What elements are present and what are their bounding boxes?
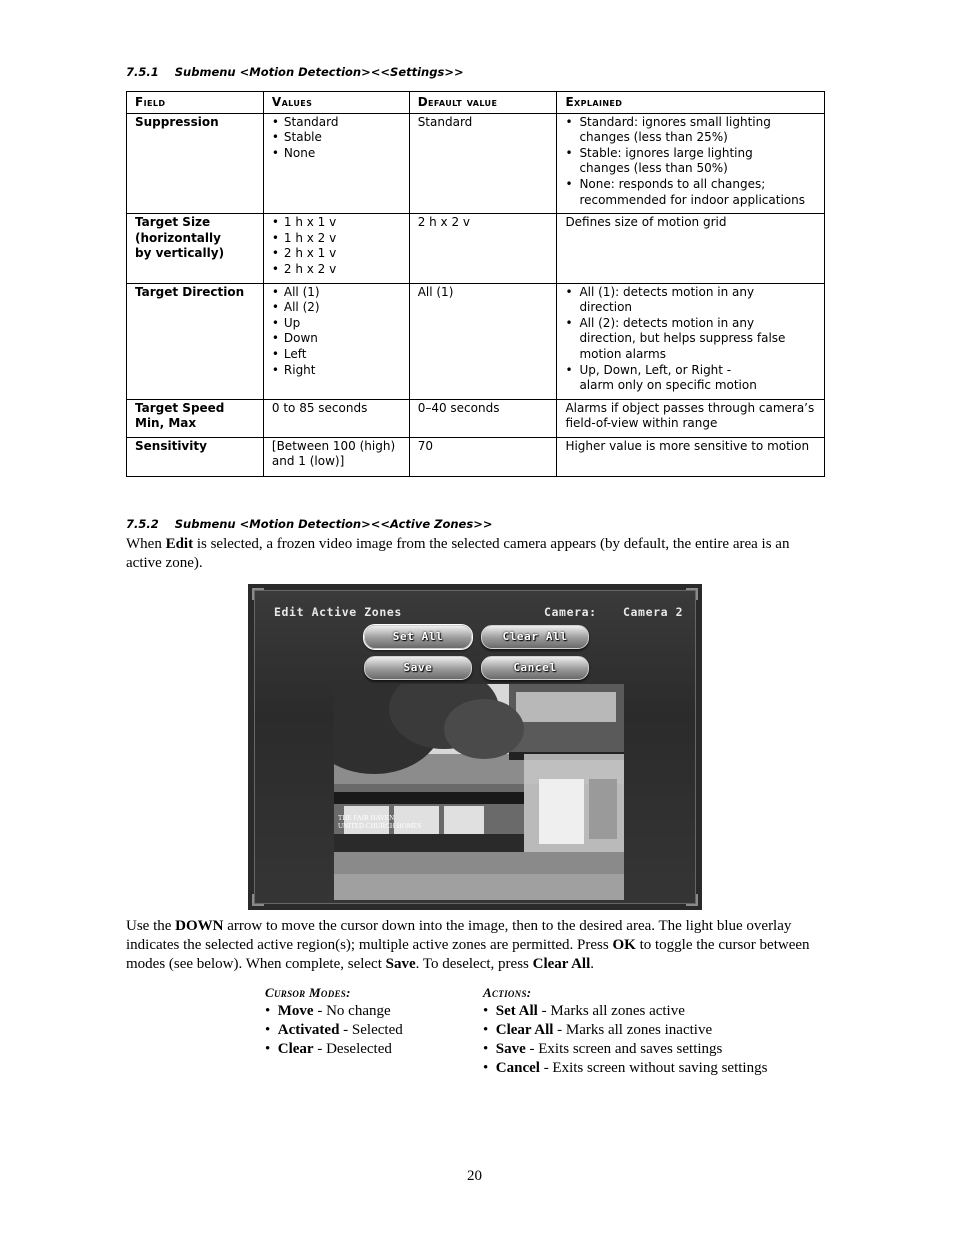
field-cell: Target Speed Min, Max xyxy=(127,399,264,437)
explained-item: • Standard: ignores small lighting changes (less than 25%) xyxy=(565,115,816,146)
value-item: • Up xyxy=(272,316,401,332)
body-text: . To deselect, press xyxy=(415,956,533,972)
value-item: • None xyxy=(272,146,401,162)
desc: - Marks all zones active xyxy=(537,1003,685,1019)
body-text: arrow to move the cursor down into the image, then to the desired area. The light blue overlay indicates the selected active region(s); multiple active zones are permitted. Press xyxy=(126,918,792,953)
section-heading-7-5-1 xyxy=(126,65,464,79)
default-cell: 2 h x 2 v xyxy=(409,214,557,283)
table-row-target-direction xyxy=(127,283,825,399)
explained-item: • All (2): detects motion in any direction, but helps suppress false motion alarms xyxy=(565,316,816,363)
value-item: • 1 h x 2 v xyxy=(272,231,401,247)
values-cell xyxy=(263,113,409,214)
actions-heading: Actions: xyxy=(483,985,532,1000)
list-item: • Save - Exits screen and saves settings xyxy=(483,1041,723,1057)
clear-all-button[interactable]: Clear All xyxy=(481,625,589,649)
sign-line: UNITED CHURCH HOMES xyxy=(338,822,422,830)
sign-text xyxy=(338,814,421,830)
value-item: • Right xyxy=(272,363,401,379)
default-cell: 70 xyxy=(409,437,557,476)
screen-title: Edit Active Zones xyxy=(274,605,402,619)
body-text: Use the xyxy=(126,918,176,934)
section-title: Submenu <Motion Detection><<Settings>> xyxy=(174,65,464,79)
value-item: • 2 h x 1 v xyxy=(272,246,401,262)
section-title: Submenu <Motion Detection><<Active Zones>> xyxy=(174,517,493,531)
column-header-default: Default value xyxy=(409,92,557,114)
actions-list xyxy=(483,983,813,1078)
desc: - Selected xyxy=(339,1022,403,1038)
value-item: • All (1) xyxy=(272,285,401,301)
term: Clear xyxy=(277,1041,314,1057)
default-cell: 0–40 seconds xyxy=(409,399,557,437)
column-header-field: Field xyxy=(127,92,264,114)
desc: - Exits screen without saving settings xyxy=(539,1060,768,1076)
field-cell: Target Size (horizontally by vertically) xyxy=(127,214,264,283)
desc: - No change xyxy=(313,1003,391,1019)
list-item: • Move - No change xyxy=(265,1003,391,1019)
sign-line: THE FAIR HAVEN xyxy=(338,814,395,822)
term: Cancel xyxy=(495,1060,540,1076)
value-item: • 2 h x 2 v xyxy=(272,262,401,278)
explained-cell: Alarms if object passes through camera’s field-of-view within range xyxy=(557,399,825,437)
value-item: • All (2) xyxy=(272,300,401,316)
section-number: 7.5.1 xyxy=(126,65,159,79)
table-header-row xyxy=(127,92,825,114)
body-bold: OK xyxy=(612,937,636,953)
table-row-target-size xyxy=(127,214,825,283)
explained-cell xyxy=(557,113,825,214)
list-item: • Cancel - Exits screen without saving settings xyxy=(483,1060,768,1076)
intro-bold: Edit xyxy=(165,536,194,552)
body-bold: Clear All xyxy=(532,956,591,972)
instructions-paragraph xyxy=(126,917,826,974)
field-cell: Suppression xyxy=(127,113,264,214)
cursor-modes-heading: Cursor Modes: xyxy=(265,985,351,1000)
list-item: • Clear All - Marks all zones inactive xyxy=(483,1022,713,1038)
explained-item: • All (1): detects motion in any direction xyxy=(565,285,816,316)
default-cell: Standard xyxy=(409,113,557,214)
intro-text: is selected, a frozen video image from the selected camera appears (by default, the entire area is an active zone). xyxy=(126,536,790,571)
section-heading-7-5-2 xyxy=(126,517,492,531)
desc: - Marks all zones inactive xyxy=(553,1022,713,1038)
value-item: • 1 h x 1 v xyxy=(272,215,401,231)
explained-cell: Higher value is more sensitive to motion xyxy=(557,437,825,476)
values-cell: [Between 100 (high) and 1 (low)] xyxy=(263,437,409,476)
column-header-explained: Explained xyxy=(557,92,825,114)
value-item: • Standard xyxy=(272,115,401,131)
set-all-button[interactable]: Set All xyxy=(364,625,472,649)
edit-active-zones-screenshot xyxy=(248,584,702,910)
frame-corner xyxy=(686,894,698,906)
term: Set All xyxy=(495,1003,538,1019)
term: Activated xyxy=(277,1022,340,1038)
frame-corner xyxy=(252,894,264,906)
column-header-values: Values xyxy=(263,92,409,114)
explained-cell: Defines size of motion grid xyxy=(557,214,825,283)
camera-frame-image xyxy=(334,684,624,900)
explained-item: • Up, Down, Left, or Right - alarm only on specific motion xyxy=(565,363,816,394)
value-item: • Stable xyxy=(272,130,401,146)
frame-corner xyxy=(686,588,698,600)
body-text: to toggle the cursor between modes (see below). When complete, select xyxy=(126,937,810,972)
body-bold: Save xyxy=(385,956,416,972)
list-item: • Activated - Selected xyxy=(265,1022,403,1038)
value-item: • Down xyxy=(272,331,401,347)
camera-label: Camera: xyxy=(544,605,597,619)
settings-table xyxy=(126,91,825,477)
list-item: • Set All - Marks all zones active xyxy=(483,1003,685,1019)
desc: - Exits screen and saves settings xyxy=(525,1041,723,1057)
body-bold: DOWN xyxy=(175,918,224,934)
explained-item: • Stable: ignores large lighting changes (less than 50%) xyxy=(565,146,816,177)
explained-item: • None: responds to all changes; recommended for indoor applications xyxy=(565,177,816,208)
camera-value: Camera 2 xyxy=(623,605,684,619)
explained-cell xyxy=(557,283,825,399)
desc: - Deselected xyxy=(313,1041,392,1057)
values-cell: 0 to 85 seconds xyxy=(263,399,409,437)
intro-paragraph xyxy=(126,535,826,573)
intro-text: When xyxy=(126,536,166,552)
term: Clear All xyxy=(495,1022,554,1038)
table-row-sensitivity xyxy=(127,437,825,476)
default-cell: All (1) xyxy=(409,283,557,399)
term: Move xyxy=(277,1003,314,1019)
values-cell xyxy=(263,214,409,283)
frame-corner xyxy=(252,588,264,600)
frozen-video-image[interactable] xyxy=(334,684,624,900)
table-row-target-speed xyxy=(127,399,825,437)
table-row-suppression xyxy=(127,113,825,214)
field-cell: Sensitivity xyxy=(127,437,264,476)
value-item: • Left xyxy=(272,347,401,363)
values-cell xyxy=(263,283,409,399)
save-button[interactable]: Save xyxy=(364,656,472,680)
term: Save xyxy=(495,1041,526,1057)
field-cell: Target Direction xyxy=(127,283,264,399)
body-text: . xyxy=(590,956,595,972)
page-number: 20 xyxy=(467,1168,482,1184)
list-item: • Clear - Deselected xyxy=(265,1041,392,1057)
section-number: 7.5.2 xyxy=(126,517,159,531)
cancel-button[interactable]: Cancel xyxy=(481,656,589,680)
cursor-modes-list xyxy=(265,983,475,1059)
